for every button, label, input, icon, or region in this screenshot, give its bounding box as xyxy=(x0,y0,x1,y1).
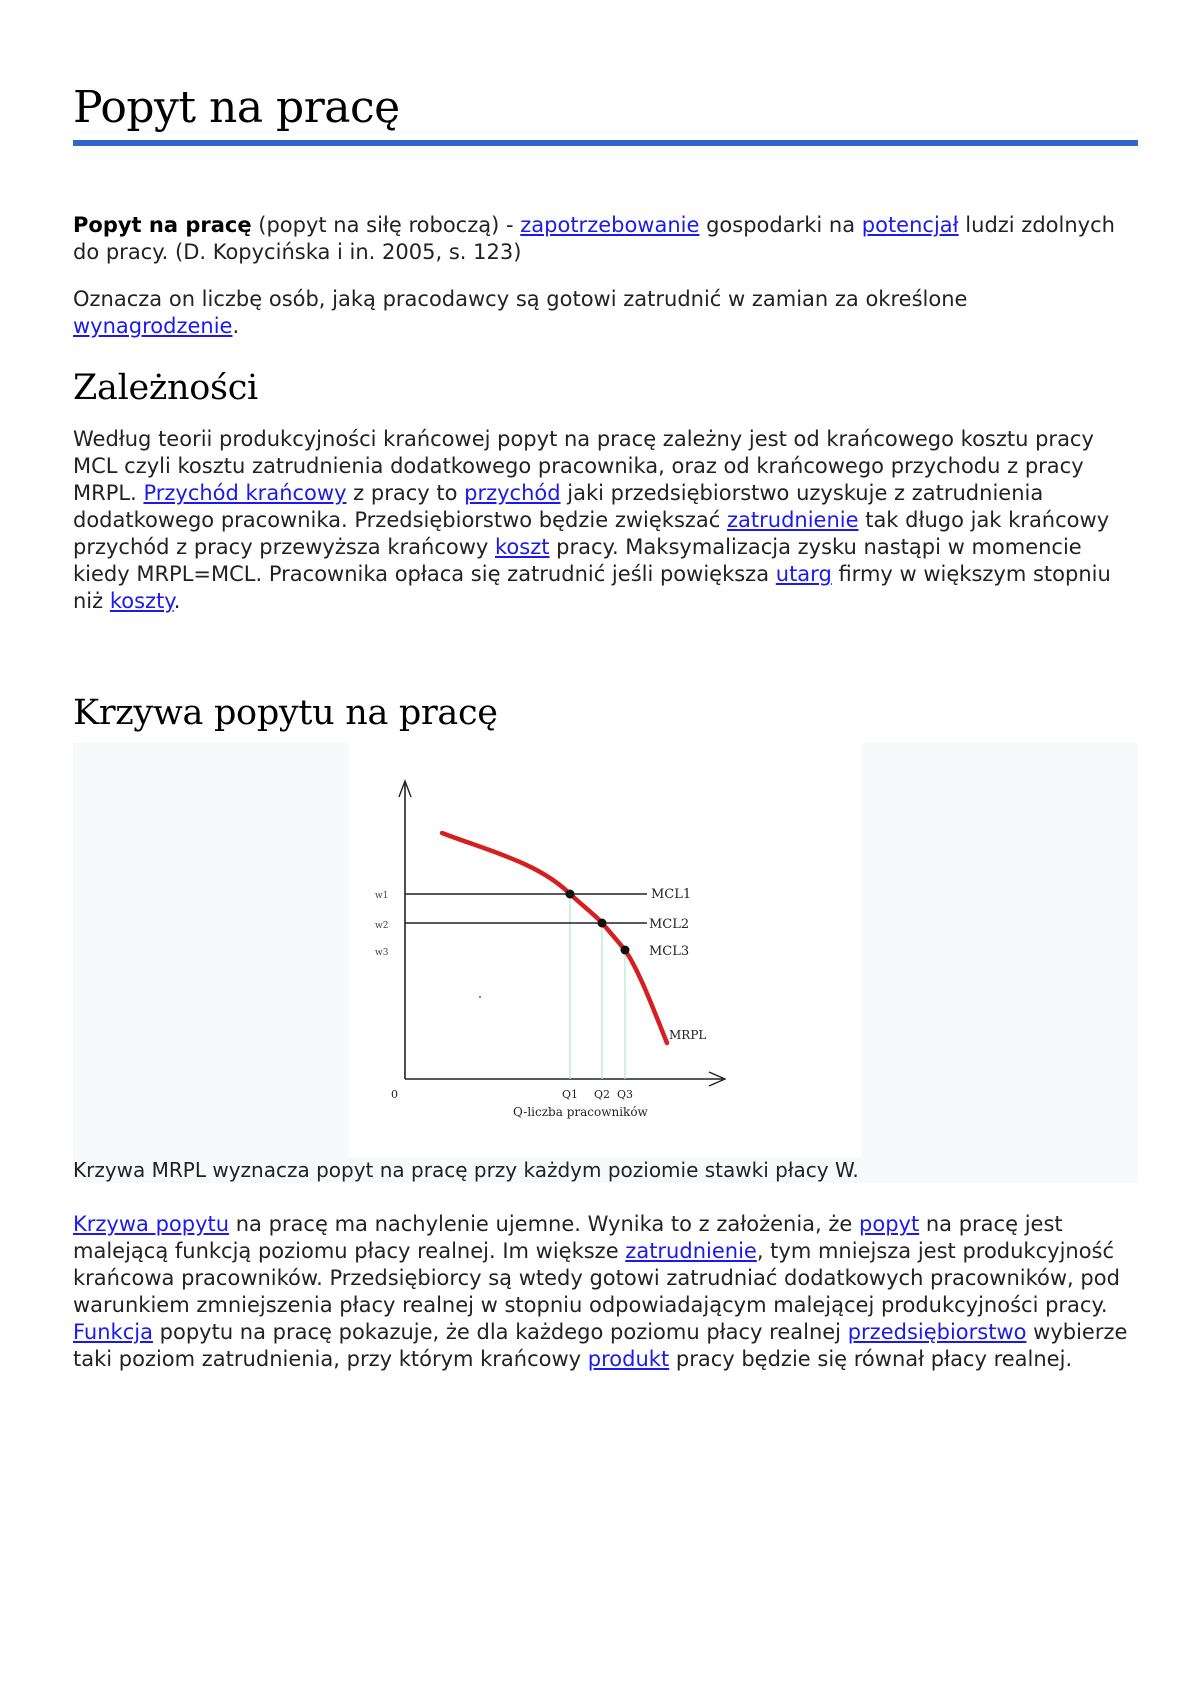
paragraph-text: firmy w większym stopniu niż xyxy=(73,562,1111,613)
paragraph-text: z pracy to xyxy=(346,481,465,505)
wage-label-3: w3 xyxy=(375,948,389,958)
speck xyxy=(479,996,481,998)
link-popyt[interactable]: popyt xyxy=(859,1212,920,1236)
paragraph-text: Według teorii produkcyjności krańcowej popyt na pracę zależny jest od krańcowego kosztu pracy MCL czyli kosztu zatrudnienia dodatkowego pracownika, oraz od krańcowego przychodu z pracy MRPL. xyxy=(73,427,1094,505)
mcl1-label: MCL1 xyxy=(651,887,692,902)
link-utarg[interactable]: utarg xyxy=(775,562,832,586)
mcl2-label: MCL2 xyxy=(649,917,690,932)
paragraph-text: na pracę ma nachylenie ujemne. Wynika to z założenia, że xyxy=(229,1212,860,1236)
intro-paragraph xyxy=(73,212,1138,266)
paragraph-text: popytu na pracę pokazuje, że dla każdego poziomu płacy realnej xyxy=(152,1320,848,1344)
intro-text: (popyt na siłę roboczą) - xyxy=(251,213,521,237)
link-koszty[interactable]: koszty xyxy=(109,589,174,613)
x-axis-label: Q-liczba pracowników xyxy=(513,1105,648,1119)
definition-text: Oznacza on liczbę osób, jaką pracodawcy są gotowi zatrudnić w zamian za określone xyxy=(73,287,968,311)
paragraph-text: . xyxy=(173,589,181,613)
equilibrium-point-1 xyxy=(566,890,575,899)
paragraph-text: tak długo jak krańcowy przychód z pracy przewyższa krańcowy xyxy=(73,508,1110,559)
link-przychod[interactable]: przychód xyxy=(464,481,561,505)
article xyxy=(73,80,1138,1373)
q2-label: Q2 xyxy=(594,1088,611,1101)
page-title: Popyt na pracę xyxy=(73,82,400,133)
labor-demand-chart xyxy=(349,743,861,1157)
chart-svg xyxy=(349,743,861,1157)
figure-caption: Krzywa MRPL wyznacza popyt na pracę przy każdym poziomie stawki płacy W. xyxy=(73,1158,859,1182)
paragraph-text: wybierze taki poziom zatrudnienia, przy którym krańcowy xyxy=(73,1320,1128,1371)
link-zatrudnienie-2[interactable]: zatrudnienie xyxy=(625,1239,757,1263)
demand-curve-paragraph xyxy=(73,1211,1138,1373)
section-heading-krzywa: Krzywa popytu na pracę xyxy=(73,693,498,733)
definition-paragraph xyxy=(73,286,1138,340)
q1-label: Q1 xyxy=(562,1088,579,1101)
dependencies-paragraph xyxy=(73,426,1138,615)
paragraph-text: na pracę jest malejącą funkcją poziomu płacy realnej. Im większe xyxy=(73,1212,1063,1263)
section-heading-zaleznosci: Zależności xyxy=(73,368,258,408)
definition-text: . xyxy=(232,314,240,338)
link-potencjal[interactable]: potencjał xyxy=(861,213,959,237)
wage-label-1: w1 xyxy=(375,891,389,901)
link-przychod-krancowy[interactable]: Przychód krańcowy xyxy=(143,481,347,505)
title-underline xyxy=(73,140,1138,146)
link-funkcja[interactable]: Funkcja xyxy=(73,1320,153,1344)
equilibrium-point-2 xyxy=(598,919,607,928)
equilibrium-point-3 xyxy=(621,946,630,955)
link-krzywa-popytu[interactable]: Krzywa popytu xyxy=(73,1212,230,1236)
paragraph-text: pracy. Maksymalizacja zysku nastąpi w momencie kiedy MRPL=MCL. Pracownika opłaca się zatrudnić jeśli powiększa xyxy=(73,535,1082,586)
origin-label: 0 xyxy=(391,1088,398,1101)
link-przedsiebiorstwo[interactable]: przedsiębiorstwo xyxy=(847,1320,1027,1344)
link-zatrudnienie[interactable]: zatrudnienie xyxy=(727,508,859,532)
mrpl-curve xyxy=(442,833,667,1043)
mcl3-label: MCL3 xyxy=(649,944,690,959)
link-zapotrzebowanie[interactable]: zapotrzebowanie xyxy=(520,213,700,237)
link-produkt[interactable]: produkt xyxy=(587,1347,670,1371)
figure-container xyxy=(73,743,1138,1183)
mrpl-label: MRPL xyxy=(669,1028,707,1042)
link-koszt[interactable]: koszt xyxy=(495,535,550,559)
paragraph-text: jaki przedsiębiorstwo uzyskuje z zatrudnienia dodatkowego pracownika. Przedsiębiorstwo będzie zwiększać xyxy=(73,481,1044,532)
wage-label-2: w2 xyxy=(375,921,389,931)
intro-text: ludzi zdolnych do pracy. (D. Kopycińska i in. 2005, s. 123) xyxy=(73,213,1115,264)
intro-term: Popyt na pracę xyxy=(73,213,252,237)
paragraph-text: , tym mniejsza jest produkcyjność krańcowa pracowników. Przedsiębiorcy są wtedy gotowi zatrudniać dodatkowych pracowników, pod warunkiem zmniejszenia płacy realnej w stopniu odpowiadającym malejącej produkcyjności pracy. xyxy=(73,1239,1120,1317)
intro-text: gospodarki na xyxy=(699,213,862,237)
paragraph-text: pracy będzie się równał płacy realnej. xyxy=(669,1347,1073,1371)
q3-label: Q3 xyxy=(617,1088,634,1101)
link-wynagrodzenie[interactable]: wynagrodzenie xyxy=(73,314,233,338)
